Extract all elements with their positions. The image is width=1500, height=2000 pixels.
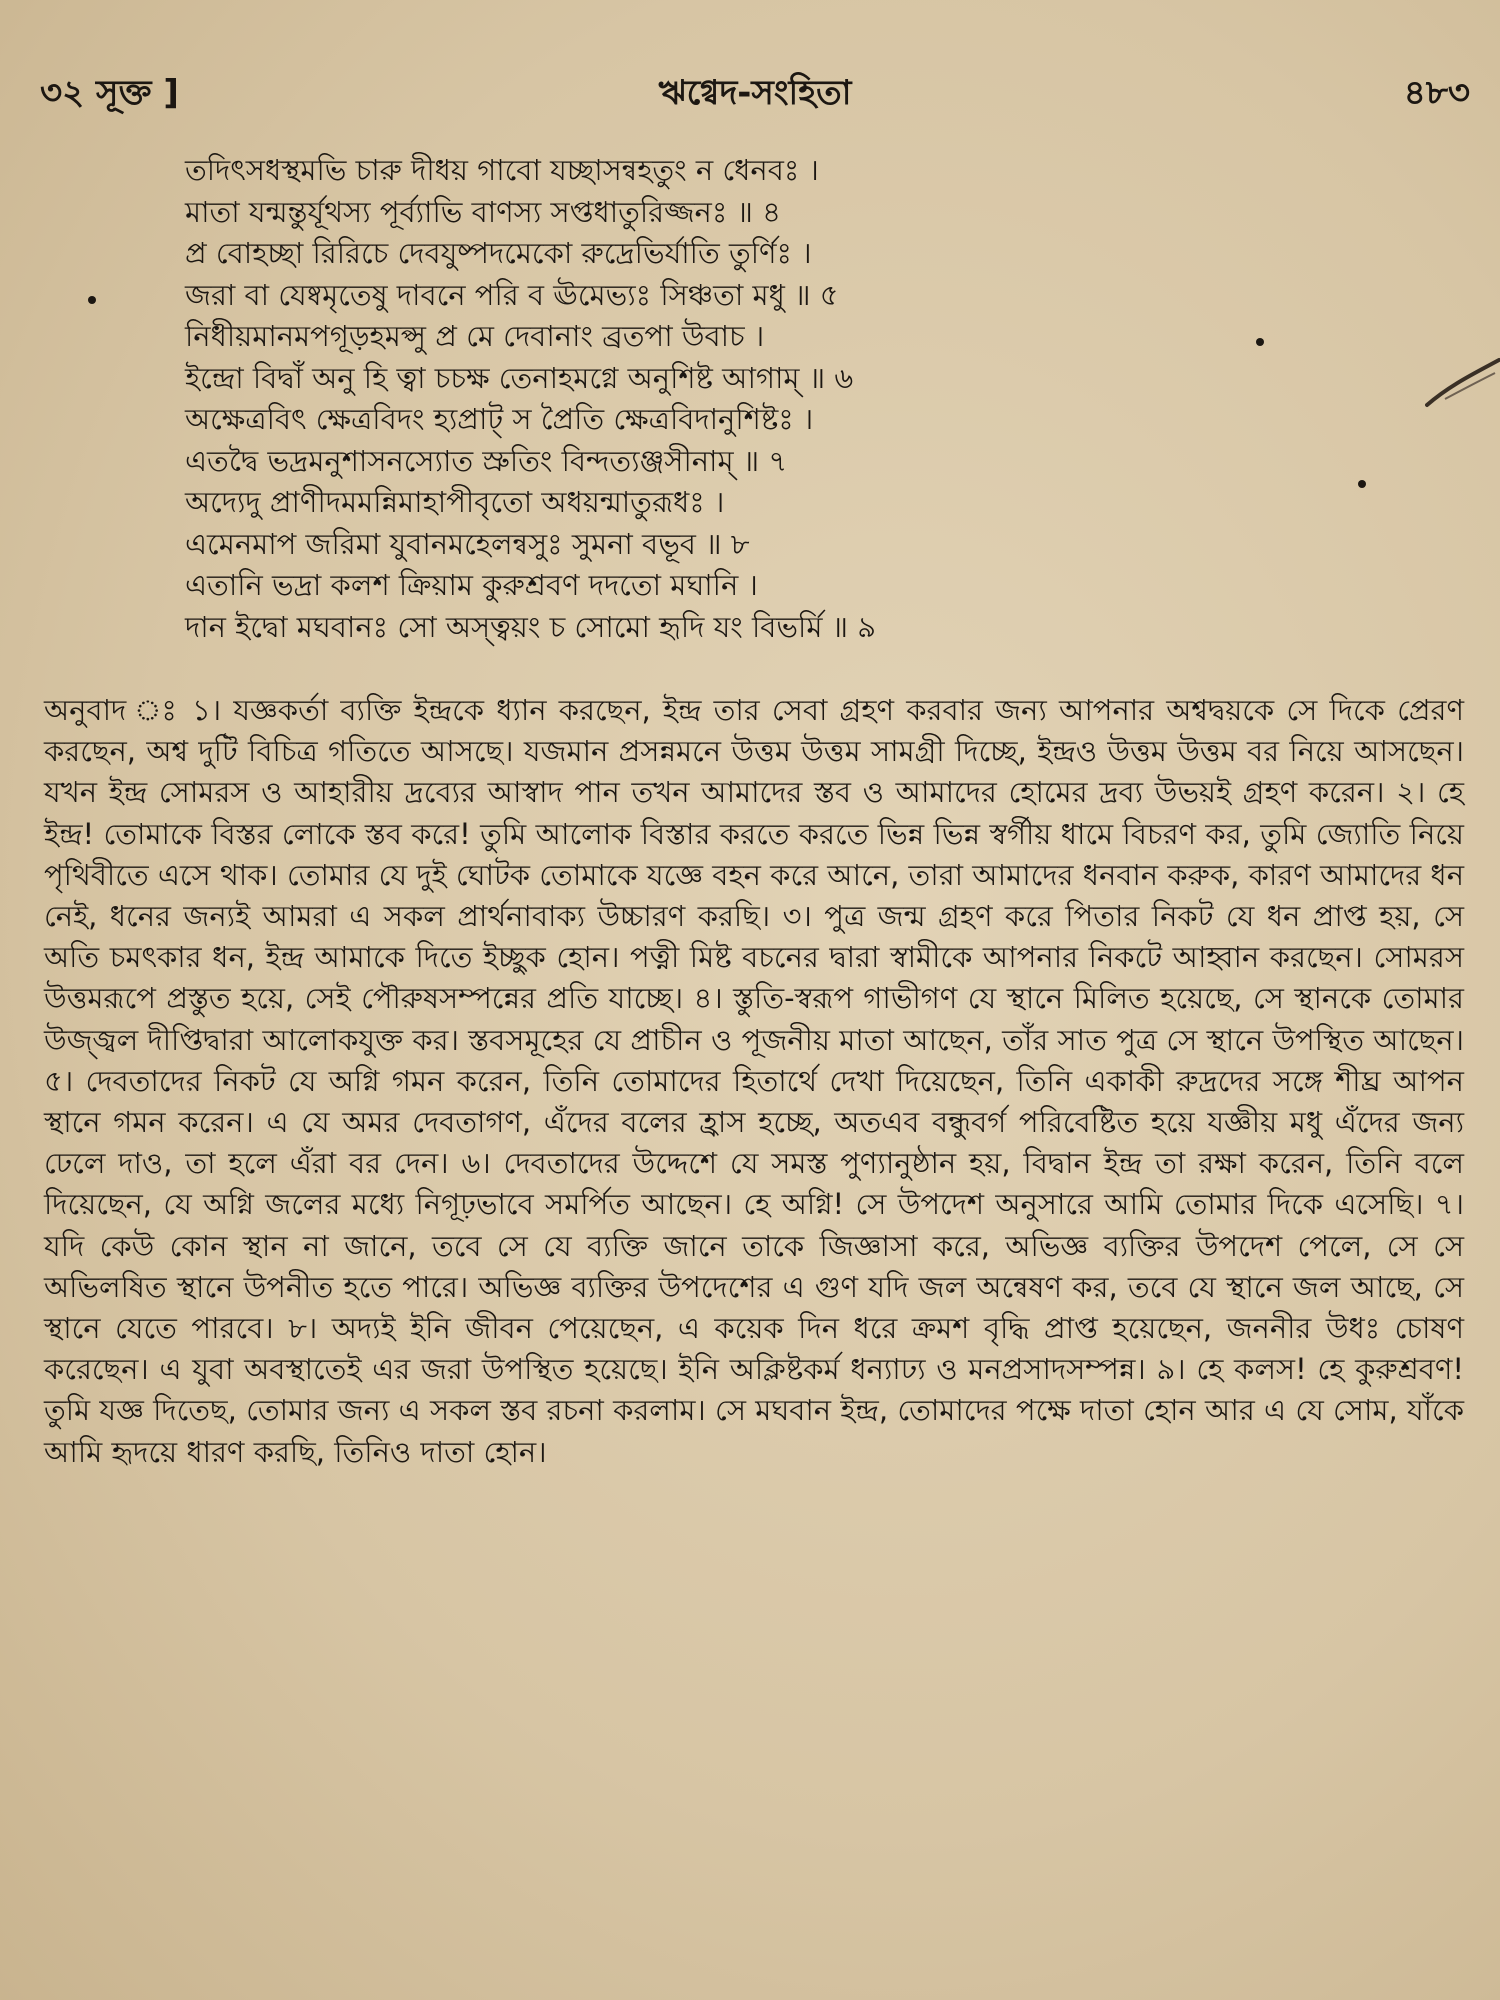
verse-block: [185, 150, 1315, 648]
verse-line: মাতা যন্মন্তুর্যূথস্য পূর্ব্যাভি বাণস্য সপ্তধাতুরিজ্জনঃ ॥ ৪: [185, 194, 781, 229]
verse-line: অক্ষেত্রবিৎ ক্ষেত্রবিদং হ্যপ্রাট্ স প্রৈতি ক্ষেত্রবিদানুশিষ্টঃ ।: [185, 402, 814, 436]
translation-paragraph: অনুবাদ ঃ ১। যজ্ঞকর্তা ব্যক্তি ইন্দ্রকে ধ্যান করছেন, ইন্দ্র তার সেবা গ্রহণ করবার জন্য আপনার অশ্বদ্বয়কে সে দিকে প্রেরণ করছেন, অশ্ব দুটি বিচিত্র গতিতে আসছে। যজমান প্রসন্নমনে উত্তম উত্তম সামগ্রী দিচ্ছে, ইন্দ্রও উত্তম উত্তম বর নিয়ে আসছেন। যখন ইন্দ্র সোমরস ও আহারীয় দ্রব্যের আস্বাদ পান তখন আমাদের স্তব ও আমাদের হোমের দ্রব্য উভয়ই গ্রহণ করেন। ২। হে ইন্দ্র! তোমাকে বিস্তর লোকে স্তব করে! তুমি আলোক বিস্তার করতে করতে ভিন্ন ভিন্ন স্বর্গীয় ধামে বিচরণ কর, তুমি জ্যোতি নিয়ে পৃথিবীতে এসে থাক। তোমার যে দুই ঘোটক তোমাকে যজ্ঞে বহন করে আনে, তারা আমাদের ধনবান করুক, কারণ আমাদের ধন নেই, ধনের জন্যই আমরা এ সকল প্রার্থনাবাক্য উচ্চারণ করছি। ৩। পুত্র জন্ম গ্রহণ করে পিতার নিকট যে ধন প্রাপ্ত হয়, সে অতি চমৎকার ধন, ইন্দ্র আমাকে দিতে ইচ্ছুক হোন। পত্নী মিষ্ট বচনের দ্বারা স্বামীকে আপনার নিকটে আহ্বান করছেন। সোমরস উত্তমরূপে প্রস্তুত হয়ে, সেই পৌরুষসম্পন্নের প্রতি যাচ্ছে। ৪। স্তুতি-স্বরূপ গাভীগণ যে স্থানে মিলিত হয়েছে, সে স্থানকে তোমার উজ্জ্বল দীপ্তিদ্বারা আলোকযুক্ত কর। স্তবসমূহের যে প্রাচীন ও পূজনীয় মাতা আছেন, তাঁর সাত পুত্র সে স্থানে উপস্থিত আছেন। ৫। দেবতাদের নিকট যে অগ্নি গমন করেন, তিনি তোমাদের হিতার্থে দেখা দিয়েছেন, তিনি একাকী রুদ্রদের সঙ্গে শীঘ্র আপন স্থানে গমন করেন। এ যে অমর দেবতাগণ, এঁদের বলের হ্রাস হচ্ছে, অতএব বন্ধুবর্গ পরিবেষ্টিত হয়ে যজ্ঞীয় মধু এঁদের জন্য ঢেলে দাও, তা হলে এঁরা বর দেন। ৬। দেবতাদের উদ্দেশে যে সমস্ত পুণ্যানুষ্ঠান হয়, বিদ্বান ইন্দ্র তা রক্ষা করেন, তিনি বলে দিয়েছেন, যে অগ্নি জলের মধ্যে নিগূঢ়ভাবে সমর্পিত আছেন। হে অগ্নি! সে উপদেশ অনুসারে আমি তোমার দিকে এসেছি। ৭। যদি কেউ কোন স্থান না জানে, তবে সে যে ব্যক্তি জানে তাকে জিজ্ঞাসা করে, অভিজ্ঞ ব্যক্তির উপদেশ পেলে, সে সে অভিলষিত স্থানে উপনীত হতে পারে। অভিজ্ঞ ব্যক্তির উপদেশের এ গুণ যদি জল অন্বেষণ কর, তবে যে স্থানে জল আছে, সে স্থানে যেতে পারবে। ৮। অদ্যই ইনি জীবন পেয়েছেন, এ কয়েক দিন ধরে ক্রমশ বৃদ্ধি প্রাপ্ত হয়েছেন, জননীর উধঃ চোষণ করেছেন। এ যুবা অবস্থাতেই এর জরা উপস্থিত হয়েছে। ইনি অক্লিষ্টকর্ম ধন্যাঢ্য ও মনপ্রসাদসম্পন্ন। ৯। হে কলস! হে কুরুশ্রবণ! তুমি যজ্ঞ দিতেছ, তোমার জন্য এ সকল স্তব রচনা করলাম। সে মঘবান ইন্দ্র, তোমাদের পক্ষে দাতা হোন আর এ যে সোম, যাঁকে আমি হৃদয়ে ধারণ করছি, তিনিও দাতা হোন।: [44, 693, 1464, 1469]
page-number: ৪৮৩: [1403, 72, 1470, 113]
verse-line: জরা বা যেষ্বমৃতেষু দাবনে পরি ব ঊমেভ্যঃ সিঞ্চতা মধু ॥ ৫: [185, 277, 839, 312]
ink-speck: [88, 296, 96, 304]
verse-line: এমেনমাপ জরিমা যুবানমহেলন্বসুঃ সুমনা বভূব ॥ ৮: [185, 526, 750, 561]
verse-line: নিধীয়মানমপগূড়হমপ্সু প্র মে দেবানাং ব্রতপা উবাচ ।: [185, 319, 765, 353]
verse-line: প্র বোহচ্ছা রিরিচে দেবযুষ্পদমেকো রুদ্রেভির্যাতি তুর্ণিঃ ।: [185, 236, 812, 270]
ink-speck: [1358, 480, 1366, 488]
verse-line: এতানি ভদ্রা কলশ ক্রিয়াম কুরুশ্রবণ দদতো মঘানি ।: [185, 568, 758, 602]
page-title: ঋগ্বেদ-সংহিতা: [658, 72, 852, 113]
ink-speck: [1256, 338, 1264, 346]
verse-line: ইন্দ্রো বিদ্বাঁ অনু হি ত্বা চচক্ষ তেনাহমগ্নে অনুশিষ্ট আগাম্ ॥ ৬: [185, 360, 854, 395]
page-header: [40, 70, 1470, 120]
verse-line: দান ইদ্বো মঘবানঃ সো অস্ত্বয়ং চ সোমো হৃদি যং বিভর্মি ॥ ৯: [185, 609, 877, 644]
verse-line: অদ্যেদু প্রাণীদমমন্নিমাহাপীবৃতো অধয়ন্মাতুরূধঃ ।: [185, 485, 725, 519]
verse-line: এতদ্বৈ ভদ্রমনুশাসনস্যোত স্রুতিং বিন্দত্যঞ্জসীনাম্ ॥ ৭: [185, 443, 788, 478]
pen-mark-icon: [1425, 355, 1500, 410]
verse-line: তদিৎসধস্থমভি চারু দীধয় গাবো যচ্ছাসন্বহতুং ন ধেনবঃ ।: [185, 153, 819, 187]
section-label: ৩২ সূক্ত ]: [40, 72, 179, 113]
